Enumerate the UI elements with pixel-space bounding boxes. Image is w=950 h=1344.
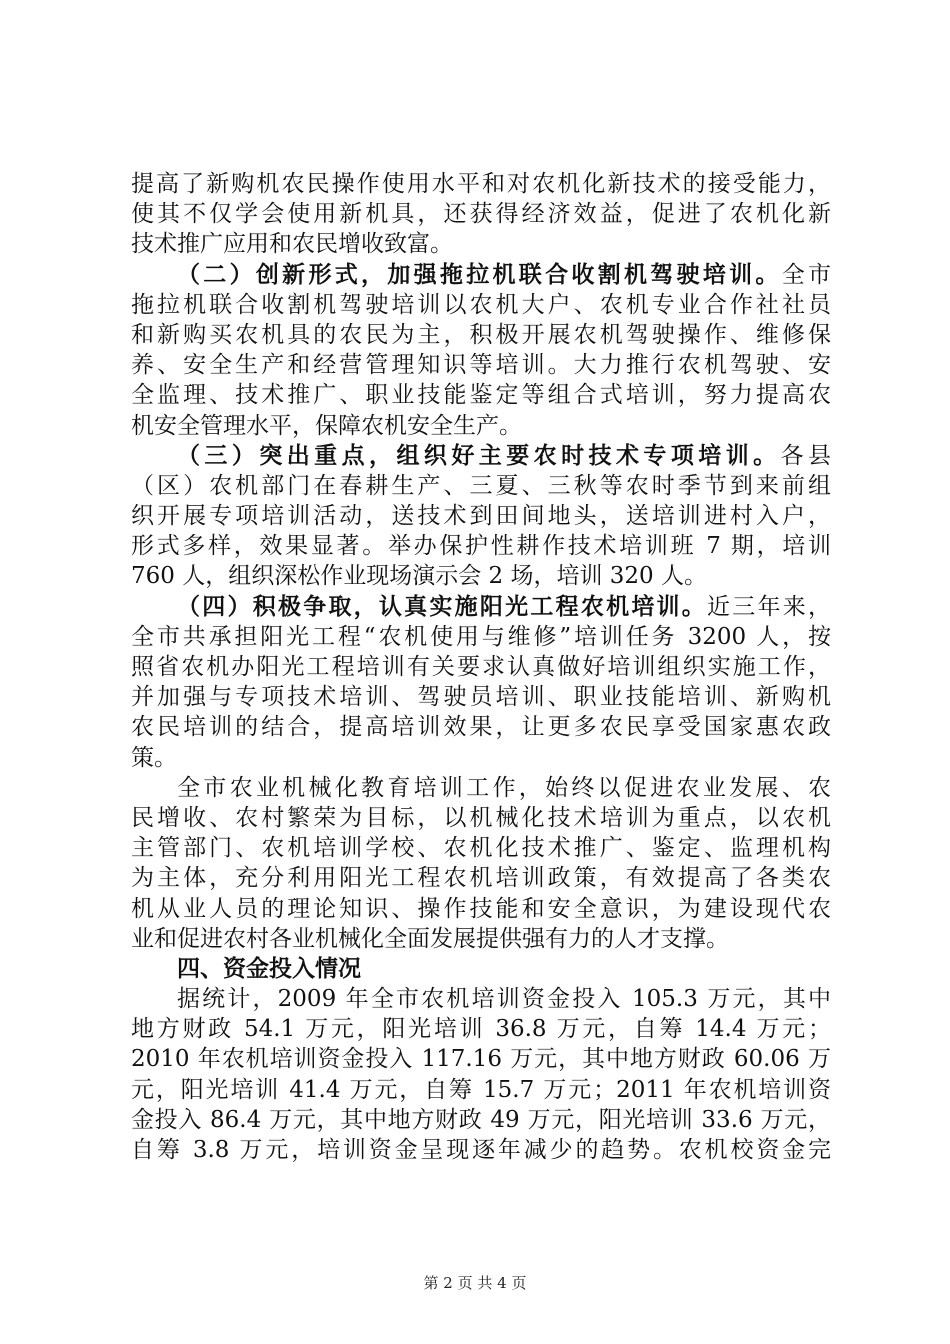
text-line	[131, 984, 831, 1014]
text-line	[131, 592, 831, 622]
text-span: 主管部门、农机培训学校、农机化技术推广、鉴定、监理机构	[131, 835, 831, 862]
text-span: 策。	[131, 744, 177, 771]
text-span: 技术推广应用和农民增收致富。	[131, 231, 453, 258]
text-line	[131, 320, 831, 350]
text-span: 提高了新购机农民操作使用水平和对农机化新技术的接受能力，	[131, 171, 831, 197]
text-line	[131, 773, 831, 803]
text-span: （区）农机部门在春耕生产、三夏、三秋等农时季节到来前组	[131, 472, 831, 499]
text-span: 农民培训的结合，提高培训效果，让更多农民享受国家惠农政	[131, 714, 831, 741]
text-span: 760 人，组织深松作业现场演示会 2 场，培训 320 人。	[131, 563, 707, 590]
bold-lead-phrase: （三）突出重点，组织好主要农时技术专项培训。	[177, 442, 781, 469]
text-line	[131, 441, 831, 471]
text-span: 和新购买农机具的农民为主，积极开展农机驾驶操作、维修保	[131, 321, 831, 348]
text-span: 四、资金投入情况	[177, 955, 361, 982]
text-line	[131, 290, 831, 320]
text-line	[131, 169, 831, 199]
text-span: 近三年来，	[707, 593, 832, 620]
text-span: 拖拉机联合收割机驾驶培训以农机大户、农机专业合作社社员	[131, 291, 831, 318]
text-span: 地方财政 54.1 万元，阳光培训 36.8 万元，自筹 14.4 万元；	[131, 1016, 831, 1043]
text-span: 织开展专项培训活动，送技术到田间地头，送培训进村入户，	[131, 503, 831, 530]
text-line	[131, 1075, 831, 1105]
text-line	[131, 1135, 831, 1165]
text-line	[131, 652, 831, 682]
text-line	[131, 833, 831, 863]
section-heading	[131, 954, 831, 984]
text-line	[131, 1044, 831, 1074]
text-span: 全市	[781, 261, 832, 288]
bold-lead-phrase: （四）积极争取，认真实施阳光工程农机培训。	[177, 593, 708, 620]
text-line	[131, 803, 831, 833]
text-line	[131, 561, 831, 591]
text-line	[131, 712, 831, 742]
text-line	[131, 350, 831, 380]
text-line	[131, 743, 831, 773]
text-line	[131, 260, 831, 290]
page-footer: 第 2 页 共 4 页	[423, 1274, 527, 1292]
text-span: 全市农业机械化教育培训工作，始终以促进农业发展、农	[177, 774, 831, 801]
text-span: 据统计，2009 年全市农机培训资金投入 105.3 万元，其中	[177, 986, 831, 1013]
text-span: 形式多样，效果显著。举办保护性耕作技术培训班 7 期，培训	[131, 533, 831, 560]
text-line	[131, 682, 831, 712]
text-span: 使其不仅学会使用新机具，还获得经济效益，促进了农机化新	[131, 201, 831, 228]
text-span: 照省农机办阳光工程培训有关要求认真做好培训组织实施工作，	[131, 654, 831, 680]
text-line	[131, 229, 831, 259]
text-span: 机从业人员的理论知识、操作技能和安全意识，为建设现代农	[131, 895, 831, 922]
text-line	[131, 501, 831, 531]
text-line	[131, 199, 831, 229]
text-line	[131, 1105, 831, 1135]
text-span: 各县	[780, 442, 832, 469]
text-span: 自筹 3.8 万元，培训资金呈现逐年减少的趋势。农机校资金完	[131, 1137, 831, 1163]
text-line	[131, 1014, 831, 1044]
text-span: 2010 年农机培训资金投入 117.16 万元，其中地方财政 60.06 万	[131, 1046, 831, 1073]
text-span: 全市共承担阳光工程“农机使用与维修”培训任务 3200 人，按	[131, 623, 831, 650]
text-span: 全监理、技术推广、职业技能鉴定等组合式培训，努力提高农	[131, 382, 831, 409]
text-line	[131, 863, 831, 893]
bold-lead-phrase: （二）创新形式，加强拖拉机联合收割机驾驶培训。	[177, 261, 782, 288]
text-span: 为主体，充分利用阳光工程农机培训政策，有效提高了各类农	[131, 865, 831, 892]
text-span: 民增收、农村繁荣为目标，以机械化技术培训为重点，以农机	[131, 804, 831, 831]
text-line	[131, 924, 831, 954]
text-span: 机安全管理水平，保障农机安全生产。	[131, 412, 522, 439]
text-span: 元，阳光培训 41.4 万元，自筹 15.7 万元；2011 年农机培训资	[131, 1076, 831, 1103]
document-body	[131, 169, 831, 1165]
text-line	[131, 380, 831, 410]
text-line	[131, 894, 831, 924]
text-span: 并加强与专项技术培训、驾驶员培训、职业技能培训、新购机	[131, 684, 831, 711]
text-line	[131, 622, 831, 652]
text-span: 金投入 86.4 万元，其中地方财政 49 万元，阳光培训 33.6 万元，	[131, 1106, 831, 1133]
text-span: 养、安全生产和经营管理知识等培训。大力推行农机驾驶、安	[131, 352, 831, 379]
text-line	[131, 471, 831, 501]
text-line	[131, 531, 831, 561]
text-line	[131, 411, 831, 441]
text-span: 业和促进农村各业机械化全面发展提供强有力的人才支撑。	[131, 925, 729, 952]
